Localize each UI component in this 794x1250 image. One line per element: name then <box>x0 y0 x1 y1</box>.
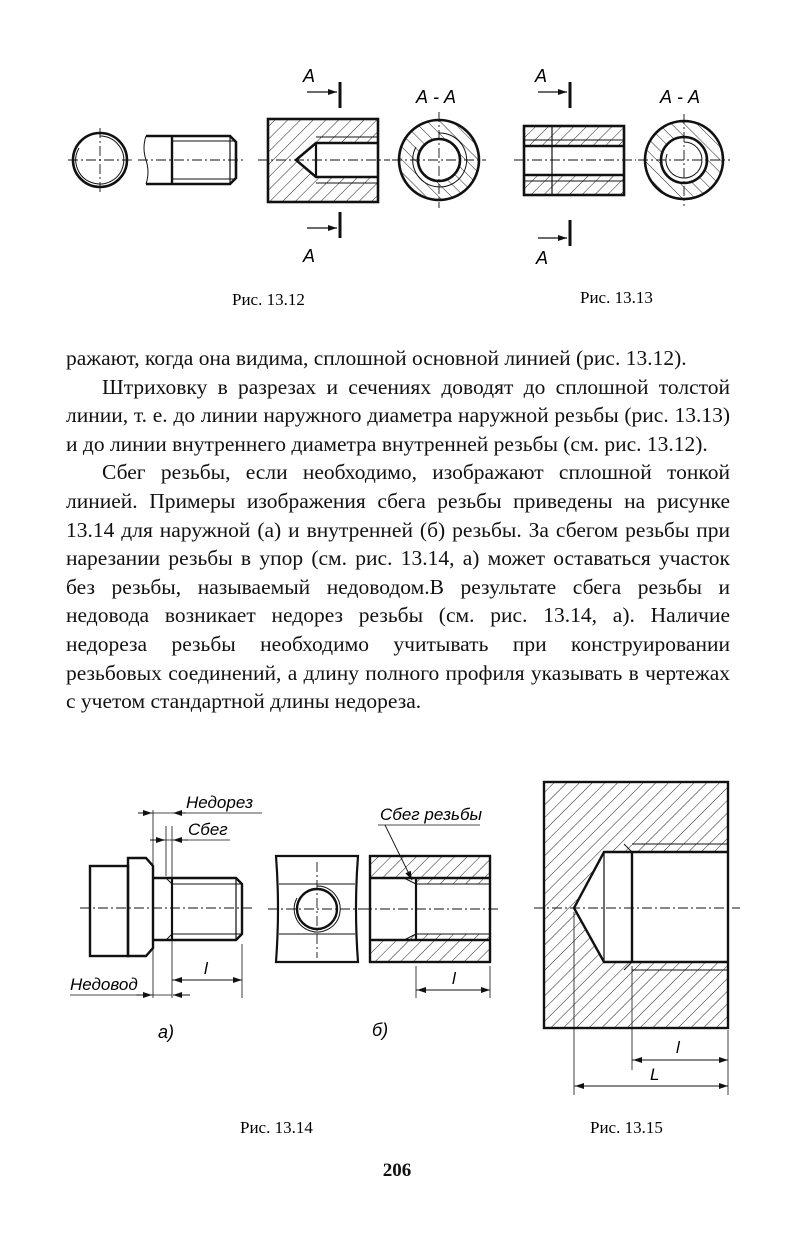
bolt-side-view <box>138 136 246 184</box>
section-mark-a-top: А <box>303 66 316 86</box>
blind-hole-section <box>258 66 390 266</box>
bolt-end-view <box>68 128 132 192</box>
label-sbeg-rezby: Сбег резьбы <box>380 805 483 824</box>
label-sbeg: Сбег <box>188 820 228 839</box>
page-number: 206 <box>382 1160 412 1181</box>
label-l-b: l <box>452 969 456 988</box>
section-mark-a-bottom: А <box>303 246 316 266</box>
subfigure-b-label: б) <box>372 1020 389 1040</box>
figure-13-14-a <box>70 793 262 1042</box>
section-mark-a-bottom-2: А <box>536 248 549 268</box>
section-mark-a-top-2: А <box>535 66 548 86</box>
label-nedovod: Недовод <box>70 975 138 994</box>
subfigure-a-label: а) <box>158 1022 175 1042</box>
caption-13-15: Рис. 13.15 <box>590 1118 663 1137</box>
section-title-a-a-2: А - А <box>660 87 701 107</box>
label-l-15: l <box>676 1038 680 1057</box>
figure-13-15 <box>534 782 740 1137</box>
body-text <box>66 344 730 716</box>
label-nedorez: Недорез <box>186 793 254 812</box>
figure-13-13 <box>514 66 730 307</box>
caption-13-14: Рис. 13.14 <box>240 1118 313 1137</box>
caption-13-12: Рис. 13.12 <box>232 290 305 309</box>
label-L-15: L <box>650 1065 660 1084</box>
section-a-a-view-2 <box>638 87 730 206</box>
paragraph-3: Сбег резьбы, если необходимо, изображают сплошной тонкой линией. Примеры изображения сбега резьбы приведены на рисунке 13.14 для наружной (а) и внутренней (б) резьбы. За сбегом резьбы при нарезании резьбы в упор (см. рис. 13.14, а) может оставаться участок без резьбы, называемый недоводом.В результате сбега резьбы и недовода возникает недорез резьбы (см. рис. 13.14, а). Наличие недореза резьбы необходимо учитывать при конструировании резьбовых соединений, а длину полного профиля указывать в чертежах с учетом стандартной длины недореза. <box>66 460 730 714</box>
label-l-a: l <box>204 959 208 978</box>
caption-13-13: Рис. 13.13 <box>580 288 653 307</box>
figure-13-14-b <box>268 805 500 1040</box>
figure-13-14 <box>70 793 500 1137</box>
section-title-a-a: А - А <box>416 87 457 107</box>
paragraph-2: Штриховку в разрезах и сечениях доводят до сплошной толстой линии, т. е. до линии наружного диаметра наружной резьбы (рис. 13.13) и до линии внутреннего диаметра внутренней резьбы (см. рис. 13.12). <box>66 374 730 456</box>
through-hole-section <box>514 66 636 268</box>
paragraph-1: ражают, когда она видима, сплошной основной линией (рис. 13.12). <box>66 346 687 370</box>
figure-13-12 <box>68 66 486 309</box>
section-a-a-view <box>392 87 486 208</box>
